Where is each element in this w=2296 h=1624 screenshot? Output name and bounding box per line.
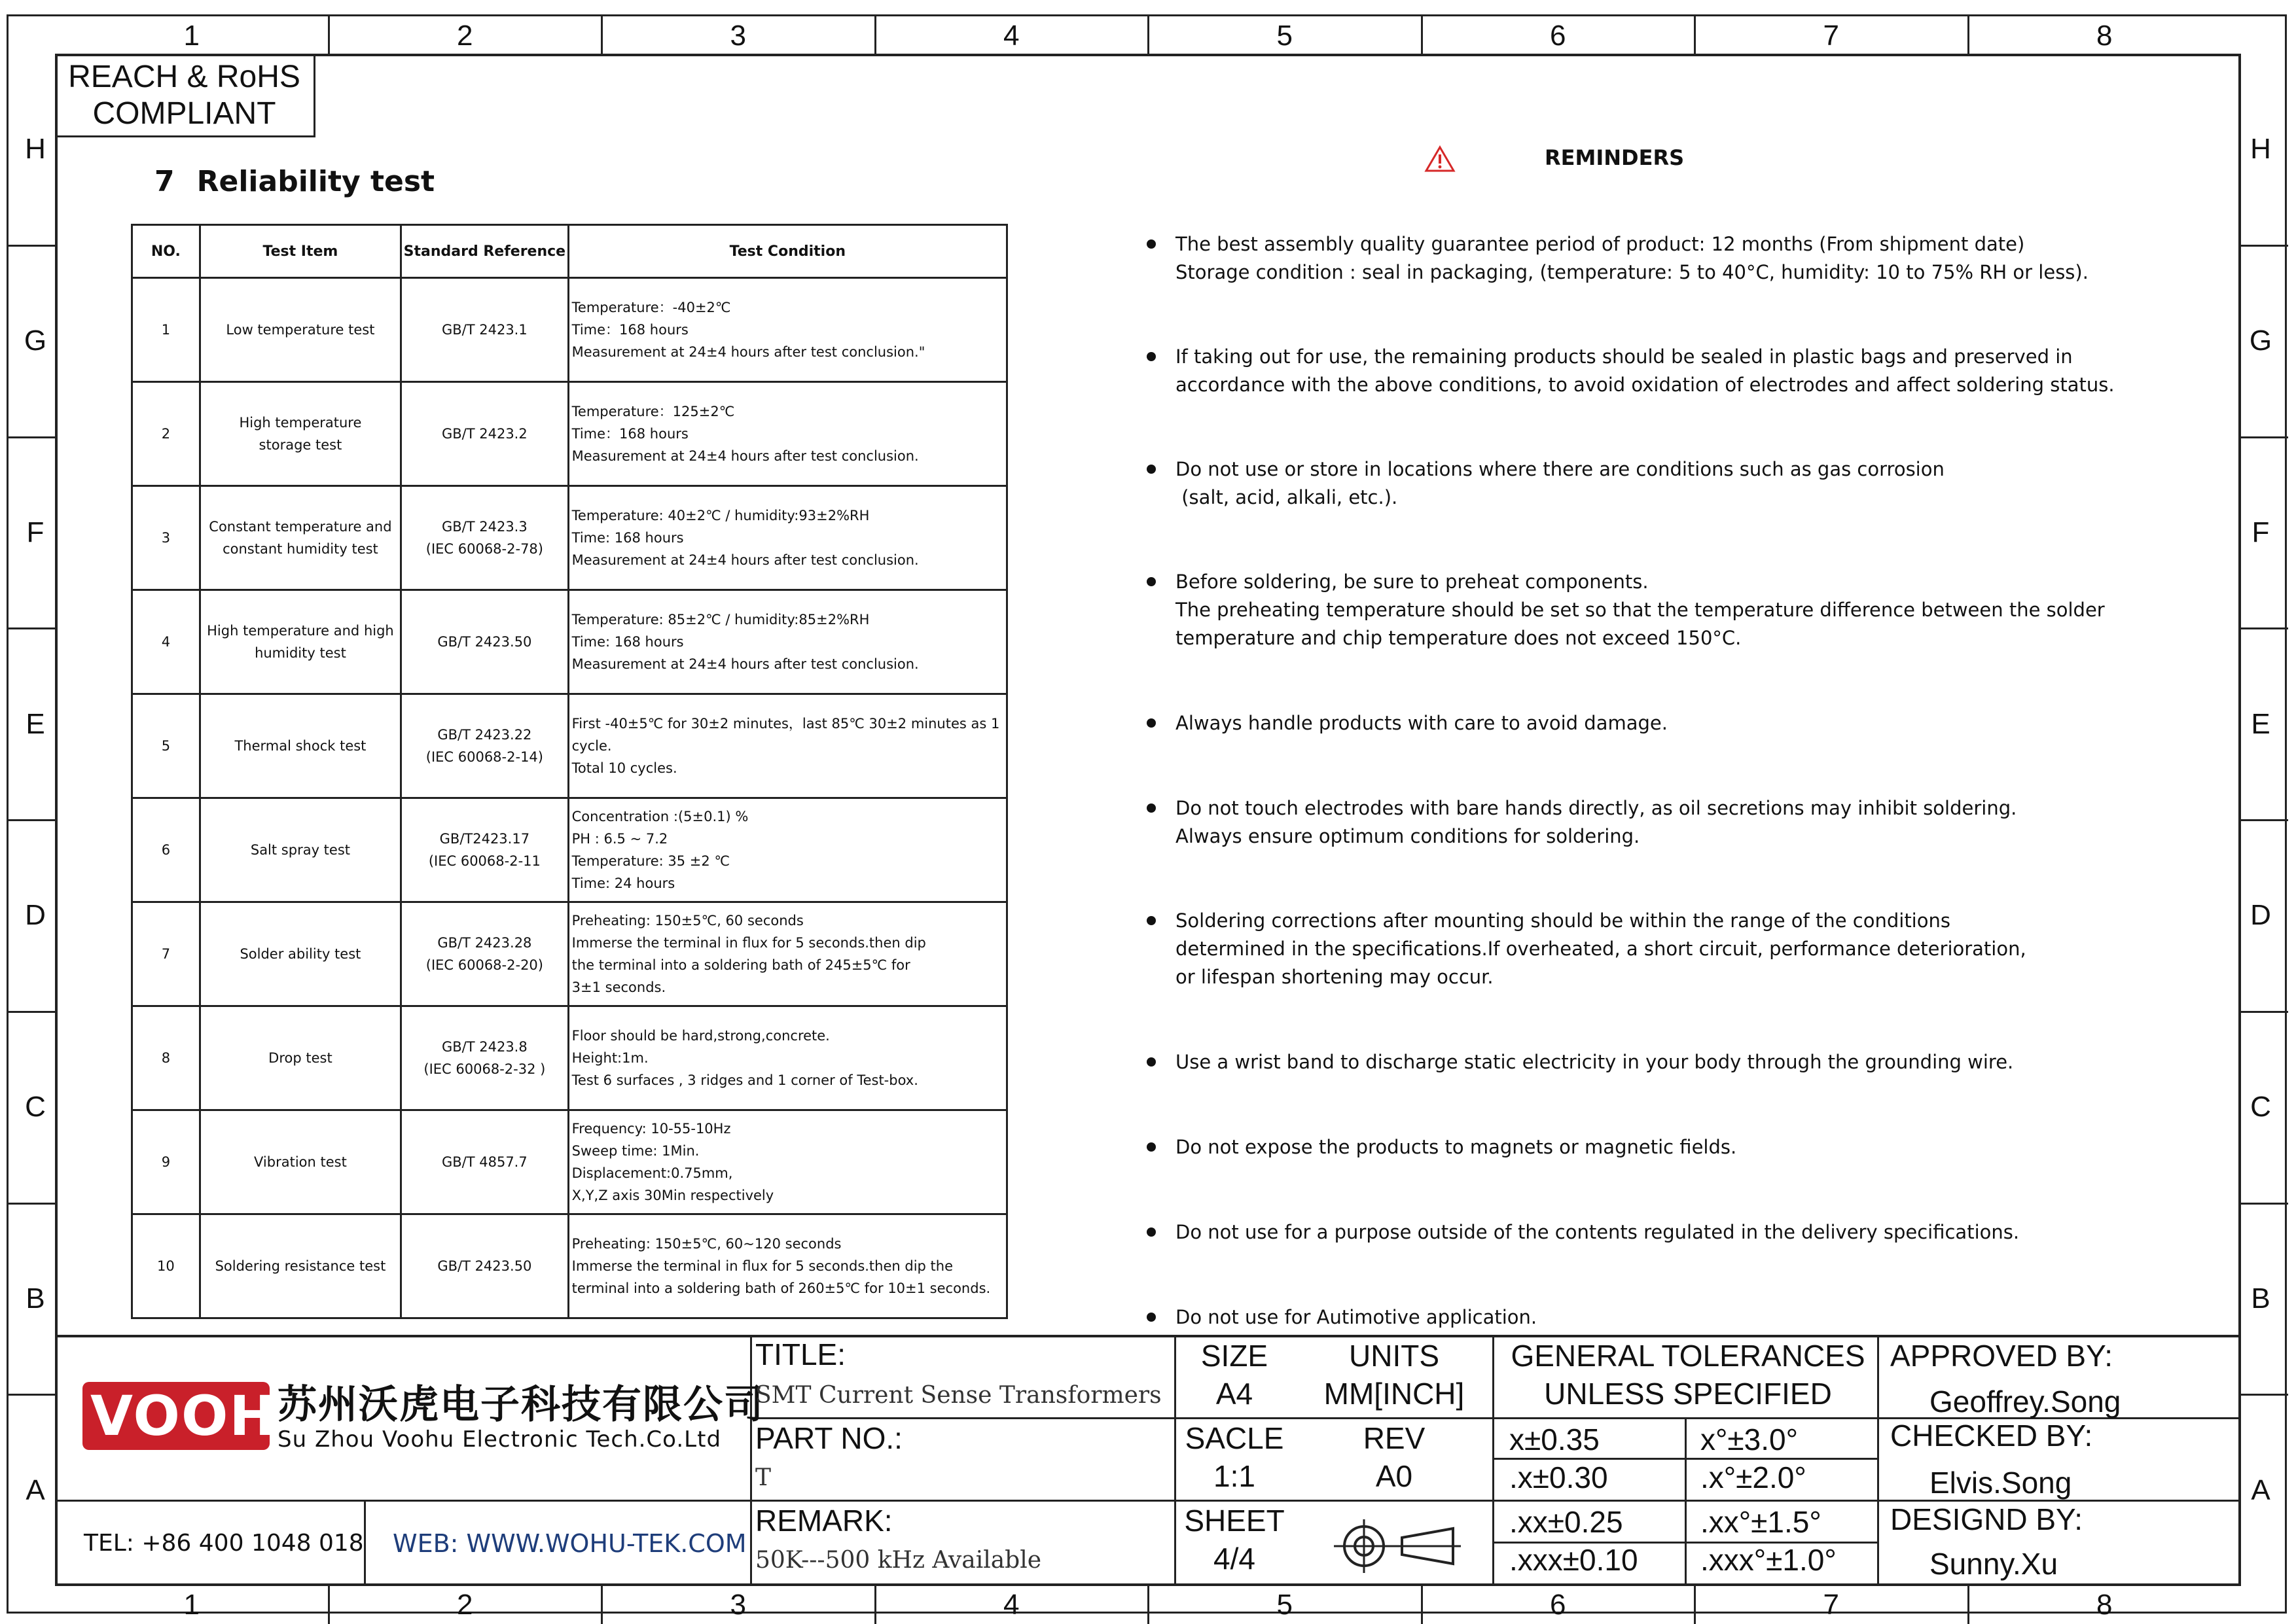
cell-line: High temperature [239,415,362,431]
cell-test-item [200,902,401,1006]
cell-line: GB/T2423.17 [439,831,530,847]
zone-divider [601,1586,603,1624]
zone-divider [1421,1586,1423,1624]
cell-standard-reference [401,798,569,902]
bullet-icon [1147,577,1156,586]
scale-label: SACLE [1185,1421,1284,1455]
cell-no: 7 [132,902,200,1006]
header-test-item: Test Item [200,225,401,278]
row-letter-right: F [2251,516,2270,548]
column-number-bottom: 8 [2096,1589,2113,1621]
cell-line: Preheating: 150±5℃, 60 seconds [571,913,804,928]
cell-line: (IEC 60068-2-32 ) [423,1061,546,1077]
row-letter-left: D [25,899,46,932]
cell-test-item [200,278,401,382]
cell-no: 8 [132,1006,200,1110]
cell-line: GB/T 2423.50 [437,634,532,650]
angular-tolerance: .xxx°±1.0° [1700,1543,1837,1577]
cell-test-condition [568,694,1007,798]
cell-line: Temperature: 40±2℃ / humidity:93±2%RH [571,508,870,523]
reminder-item [1147,455,2128,512]
zone-divider [8,1394,55,1396]
company-web: WEB: WWW.WOHU-TEK.COM [393,1529,747,1558]
reminder-line: (salt, acid, alkali, etc.). [1175,486,1398,508]
cell-line: Floor should be hard,strong,concrete. [571,1028,830,1044]
cell-line: Time：168 hours [571,426,689,442]
column-number-bottom: 3 [730,1589,746,1621]
table-row [132,590,1007,694]
cell-line: Thermal shock test [234,738,367,754]
header-standard-reference: Standard Reference [401,225,569,278]
company-name-cn: 苏州沃虎电子科技有限公司 [278,1382,764,1428]
cell-line: Time: 168 hours [571,530,684,546]
cell-test-condition [568,1214,1007,1318]
header-no: NO. [132,225,200,278]
zone-divider [8,627,55,629]
rev-label: REV [1363,1421,1426,1455]
checked-value: Elvis.Song [1929,1466,2072,1500]
reminder-line: determined in the specifications.If overheated, a short circuit, performance deterioration, [1175,938,2026,960]
scale-value: 1:1 [1213,1459,1255,1493]
bullet-icon [1147,352,1156,361]
column-number-bottom: 5 [1276,1589,1293,1621]
remark-label: REMARK: [755,1504,893,1538]
zone-divider [1967,1586,1969,1624]
cell-line: Time: 24 hours [571,875,675,891]
cell-line: (IEC 60068-2-78) [425,541,543,557]
cell-line: humidity test [255,645,346,661]
table-row [132,1110,1007,1214]
reminder-item [1147,794,2128,851]
reminder-item [1147,709,2128,737]
section-number: 7 [154,165,175,198]
cell-line: Time：168 hours [571,322,689,338]
cell-line: Measurement at 24±4 hours after test conclusion. [571,656,919,672]
title-block-line [1492,1335,1494,1586]
row-letter-right: C [2250,1091,2271,1123]
table-row [132,1214,1007,1318]
zone-divider [2241,245,2288,247]
table-row [132,694,1007,798]
part-no-value: T [755,1464,772,1491]
title-block-line [55,1335,2241,1337]
linear-tolerance: .xxx±0.10 [1509,1543,1638,1577]
cell-line: Salt spray test [250,842,351,858]
cell-line: Constant temperature and [209,519,392,535]
reminders-heading: REMINDERS [1545,145,1685,170]
cell-test-condition [568,382,1007,486]
zone-divider [2241,1203,2288,1205]
cell-line: GB/T 2423.8 [441,1039,528,1055]
cell-line: X,Y,Z axis 30Min respectively [571,1188,774,1203]
bullet-icon [1147,239,1156,249]
cell-line: Time: 168 hours [571,634,684,650]
reminder-line: or lifespan shortening may occur. [1175,966,1494,988]
warning-triangle-icon [1424,145,1456,173]
reminder-item [1147,568,2128,652]
zone-divider [8,1011,55,1013]
tolerance-label-2: UNLESS SPECIFIED [1544,1377,1832,1411]
cell-test-condition [568,1110,1007,1214]
zone-divider [8,1203,55,1205]
zone-divider [1147,16,1149,54]
angular-tolerance: .xx°±1.5° [1700,1505,1821,1539]
reminder-line: Do not use for Autimotive application. [1175,1306,1537,1328]
reminder-line: Always handle products with care to avoid damage. [1175,712,1668,734]
cell-line: Temperature: 35 ±2 ℃ [571,853,730,869]
cell-line: PH : 6.5 ~ 7.2 [571,831,668,847]
row-letter-right: A [2251,1474,2270,1506]
reminder-item [1147,1133,2128,1161]
title-block-line [750,1500,1878,1502]
zone-divider [874,1586,876,1624]
cell-test-item [200,590,401,694]
cell-line: 3±1 seconds. [571,980,666,995]
row-letter-left: B [26,1282,45,1315]
table-row [132,278,1007,382]
remark-value: 50K---500 kHz Available [755,1547,1042,1574]
checked-label: CHECKED BY: [1890,1419,2093,1453]
column-number-top: 1 [183,20,200,52]
zone-divider [8,245,55,247]
cell-line: Immerse the terminal in flux for 5 seconds.then dip the [571,1258,954,1274]
angular-tolerance: x°±3.0° [1700,1422,1798,1456]
bullet-icon [1147,1057,1156,1067]
bullet-icon [1147,1227,1156,1237]
bullet-icon [1147,465,1156,474]
zone-divider [1421,16,1423,54]
cell-line: (IEC 60068-2-11 [428,853,541,869]
cell-standard-reference [401,486,569,590]
cell-line: Displacement:0.75mm, [571,1165,733,1181]
cell-no: 2 [132,382,200,486]
logo-wordmark: VOOHU [90,1384,323,1448]
cell-line: GB/T 2423.2 [441,426,528,442]
cell-test-item [200,382,401,486]
cell-line: Frequency: 10-55-10Hz [571,1121,731,1137]
bullet-icon [1147,718,1156,728]
angular-tolerance: .x°±2.0° [1700,1460,1806,1494]
cell-line: First -40±5℃ for 30±2 minutes，last 85℃ 30±2 minutes as 1 [571,716,1000,732]
cell-line: GB/T 2423.22 [437,727,532,743]
cell-line: the terminal into a soldering bath of 245±5℃ for [571,957,910,973]
cell-line: constant humidity test [223,541,378,557]
table-row [132,902,1007,1006]
cell-line: Measurement at 24±4 hours after test conclusion." [571,344,925,360]
reminder-item [1147,1218,2128,1246]
rev-value: A0 [1375,1459,1413,1493]
title-block-line [364,1500,366,1586]
reminder-line: Do not expose the products to magnets or magnetic fields. [1175,1136,1737,1158]
cell-line: cycle. [571,738,612,754]
cell-standard-reference [401,382,569,486]
reminder-item [1147,343,2128,399]
reminder-line: temperature and chip temperature does not exceed 150°C. [1175,627,1742,649]
part-no-label: PART NO.: [755,1421,903,1455]
column-number-bottom: 6 [1550,1589,1566,1621]
column-number-bottom: 4 [1003,1589,1020,1621]
title-block-line [55,1500,750,1502]
zone-divider [1694,16,1696,54]
cell-no: 6 [132,798,200,902]
cell-line: Measurement at 24±4 hours after test conclusion. [571,448,919,464]
column-number-top: 8 [2096,20,2113,52]
cell-no: 4 [132,590,200,694]
reminder-line: Soldering corrections after mounting should be within the range of the conditions [1175,909,1950,932]
title-label: TITLE: [755,1337,846,1371]
cell-line: GB/T 2423.1 [441,322,528,338]
cell-line: GB/T 4857.7 [441,1154,528,1170]
column-number-top: 5 [1276,20,1293,52]
header-test-condition: Test Condition [568,225,1007,278]
cell-line: (IEC 60068-2-14) [425,749,543,765]
row-letter-left: A [26,1474,45,1506]
cell-line: Total 10 cycles. [571,760,677,776]
row-letter-left: E [26,707,45,740]
cell-line: terminal into a soldering bath of 260±5℃ for 10±1 seconds. [571,1280,991,1296]
cell-no: 10 [132,1214,200,1318]
zone-divider [2241,1394,2288,1396]
zone-divider [2241,819,2288,821]
sheet-value: 4/4 [1213,1542,1255,1576]
zone-divider [2241,436,2288,438]
reminder-item [1147,1048,2128,1076]
zone-divider [874,16,876,54]
cell-line: Test 6 surfaces , 3 ridges and 1 corner of Test-box. [571,1072,918,1088]
company-tel: TEL: +86 400 1048 018 [84,1530,364,1557]
cell-line: Concentration :(5±0.1) % [571,809,749,824]
cell-test-item [200,798,401,902]
row-letter-left: F [26,516,45,548]
linear-tolerance: x±0.35 [1509,1422,1600,1456]
reminder-line: The preheating temperature should be set so that the temperature difference between the solder [1175,599,2105,621]
cell-no: 1 [132,278,200,382]
cell-standard-reference [401,694,569,798]
row-letter-right: G [2249,325,2272,357]
section-title [154,165,435,198]
designed-value: Sunny.Xu [1929,1547,2058,1581]
cell-line: Height:1m. [571,1050,649,1066]
units-value: MM[INCH] [1323,1377,1465,1411]
zone-divider [328,16,330,54]
cell-standard-reference [401,902,569,1006]
reminder-line: Do not use for a purpose outside of the contents regulated in the delivery specifications. [1175,1221,2020,1243]
zone-divider [328,1586,330,1624]
column-number-top: 2 [457,20,473,52]
company-name-en: Su Zhou Voohu Electronic Tech.Co.Ltd [278,1426,722,1453]
cell-standard-reference [401,590,569,694]
cell-test-condition [568,1006,1007,1110]
cell-test-condition [568,902,1007,1006]
reminder-item [1147,230,2128,287]
bullet-icon [1147,1142,1156,1152]
bullet-icon [1147,803,1156,813]
cell-line: Temperature: 85±2℃ / humidity:85±2%RH [571,612,870,627]
table-row [132,486,1007,590]
bullet-icon [1147,1313,1156,1322]
column-number-bottom: 7 [1823,1589,1839,1621]
title-block-line [750,1335,752,1586]
zone-divider [2241,627,2288,629]
designed-label: DESIGND BY: [1890,1502,2083,1536]
reminder-line: The best assembly quality guarantee period of product: 12 months (From shipment date) [1175,233,2025,255]
row-letter-right: D [2250,899,2271,932]
cell-line: (IEC 60068-2-20) [425,957,543,973]
units-label: UNITS [1349,1339,1439,1373]
cell-standard-reference [401,278,569,382]
cell-line: High temperature and high [207,623,394,639]
reminder-line: Always ensure optimum conditions for soldering. [1175,825,1640,847]
zone-divider [1147,1586,1149,1624]
table-header-row [132,225,1007,278]
cell-test-item [200,486,401,590]
cell-no: 9 [132,1110,200,1214]
reminder-line: Before soldering, be sure to preheat components. [1175,571,1649,593]
cell-no: 3 [132,486,200,590]
table-row [132,798,1007,902]
reminder-item [1147,1303,2128,1332]
reminder-line: Do not touch electrodes with bare hands directly, as oil secretions may inhibit soldering. [1175,797,2017,819]
cell-line: GB/T 2423.28 [437,935,532,951]
title-value: SMT Current Sense Transformers [755,1382,1162,1409]
cell-line: GB/T 2423.3 [441,519,528,535]
cell-line: Drop test [268,1050,332,1066]
cell-line: Temperature：-40±2℃ [571,300,731,315]
column-number-bottom: 1 [183,1589,200,1621]
third-angle-projection-icon [1322,1517,1473,1576]
stamp-line-1: REACH & RoHS [68,60,300,94]
row-letter-right: H [2250,133,2271,166]
cell-test-condition [568,798,1007,902]
approved-value: Geoffrey.Song [1929,1385,2121,1419]
table-row [132,382,1007,486]
column-number-top: 6 [1550,20,1566,52]
reminder-item [1147,907,2128,991]
cell-test-condition [568,278,1007,382]
zone-divider [601,16,603,54]
zone-divider [1694,1586,1696,1624]
size-label: SIZE [1200,1339,1268,1373]
title-block-line [1877,1500,2241,1502]
cell-standard-reference [401,1006,569,1110]
cell-test-item [200,1110,401,1214]
column-number-bottom: 2 [457,1589,473,1621]
cell-line: Solder ability test [240,946,361,962]
linear-tolerance: .x±0.30 [1509,1460,1608,1494]
cell-test-item [200,694,401,798]
zone-divider [8,436,55,438]
title-block-line [750,1417,1878,1419]
cell-line: Sweep time: 1Min. [571,1143,700,1159]
reminder-line: Storage condition : seal in packaging, (temperature: 5 to 40°C, humidity: 10 to 75% RH or less). [1175,261,2089,283]
cell-line: Measurement at 24±4 hours after test conclusion. [571,552,919,568]
row-letter-left: C [25,1091,46,1123]
compliance-stamp [55,54,315,137]
section-title-text: Reliability test [196,165,435,198]
cell-test-item [200,1006,401,1110]
reminder-line: Use a wrist band to discharge static electricity in your body through the grounding wire. [1175,1051,2014,1073]
cell-standard-reference [401,1110,569,1214]
cell-line: Soldering resistance test [215,1258,386,1274]
cell-test-item [200,1214,401,1318]
column-number-top: 4 [1003,20,1020,52]
reminder-line: accordance with the above conditions, to avoid oxidation of electrodes and affect soldering status. [1175,374,2115,396]
reminder-line: Do not use or store in locations where there are conditions such as gas corrosion [1175,458,1945,480]
cell-no: 5 [132,694,200,798]
row-letter-left: H [25,133,46,166]
column-number-top: 3 [730,20,746,52]
row-letter-left: G [24,325,47,357]
bullet-icon [1147,916,1156,925]
cell-test-condition [568,590,1007,694]
stamp-line-2: COMPLIANT [92,96,276,131]
reminder-line: If taking out for use, the remaining products should be sealed in plastic bags and preserved in [1175,345,2073,368]
cell-standard-reference [401,1214,569,1318]
row-letter-right: B [2251,1282,2270,1315]
column-number-top: 7 [1823,20,1839,52]
cell-line: GB/T 2423.50 [437,1258,532,1274]
cell-line: Immerse the terminal in flux for 5 seconds.then dip [571,935,926,951]
sheet-label: SHEET [1184,1504,1285,1538]
cell-line: Preheating: 150±5℃, 60~120 seconds [571,1236,842,1252]
tolerance-label-1: GENERAL TOLERANCES [1511,1339,1865,1373]
linear-tolerance: .xx±0.25 [1509,1505,1623,1539]
table-row [132,1006,1007,1110]
cell-test-condition [568,486,1007,590]
zone-divider [1967,16,1969,54]
row-letter-right: E [2251,707,2270,740]
approved-label: APPROVED BY: [1890,1339,2113,1373]
cell-line: storage test [259,437,342,453]
cell-line: Low temperature test [226,322,375,338]
cell-line: Temperature：125±2℃ [571,404,735,419]
reliability-test-table [131,224,1008,1319]
title-block-line [1685,1417,1687,1586]
cell-line: Vibration test [254,1154,347,1170]
size-value: A4 [1215,1377,1253,1411]
zone-divider [2241,1011,2288,1013]
zone-divider [8,819,55,821]
